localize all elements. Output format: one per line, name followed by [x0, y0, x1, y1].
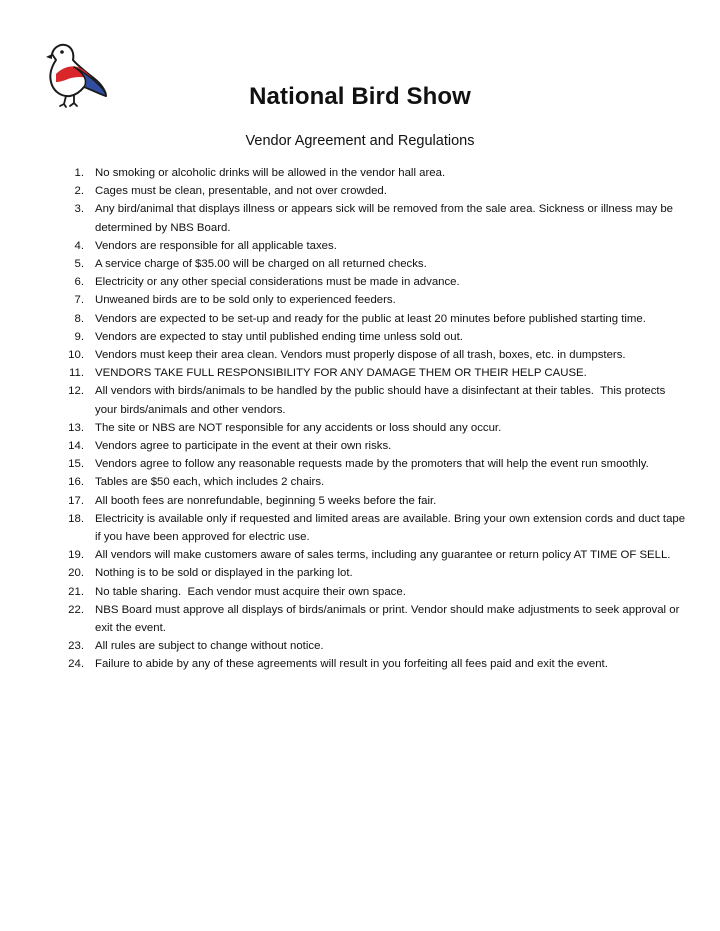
rule-item — [58, 364, 688, 382]
rule-item — [58, 273, 688, 291]
rule-number: 22. — [68, 603, 84, 616]
rule-number: 18. — [68, 512, 84, 525]
rule-text: No smoking or alcoholic drinks will be allowed in the vendor hall area. — [95, 167, 446, 179]
rule-number: 14. — [68, 440, 84, 453]
rule-number: 1. — [74, 167, 84, 179]
rule-text: Nothing is to be sold or displayed in the parking lot. — [95, 567, 353, 580]
rule-number: 20. — [68, 567, 84, 580]
rule-item — [58, 455, 688, 473]
rule-text: Vendors are expected to stay until published ending time unless sold out. — [95, 330, 463, 343]
rule-item — [58, 291, 688, 309]
rule-text: All vendors will make customers aware of sales terms, including any guarantee or return policy AT TIME OF SELL. — [95, 549, 671, 562]
rule-item — [58, 328, 688, 346]
rule-text: Unweaned birds are to be sold only to experienced feeders. — [95, 294, 396, 307]
rule-number: 3. — [74, 203, 84, 216]
rule-text: Vendors agree to participate in the event at their own risks. — [95, 440, 392, 453]
rule-item — [58, 601, 688, 637]
rule-text: Vendors agree to follow any reasonable requests made by the promoters that will help the event run smoothly. — [95, 458, 649, 471]
rule-item — [58, 255, 688, 273]
rules-list — [58, 164, 688, 674]
rule-item — [58, 473, 688, 491]
rule-item — [58, 382, 688, 418]
rule-text: All booth fees are nonrefundable, beginning 5 weeks before the fair. — [95, 494, 437, 507]
page-subtitle: Vendor Agreement and Regulations — [245, 133, 475, 149]
rule-text: No table sharing. Each vendor must acquire their own space. — [95, 585, 406, 598]
rule-text: The site or NBS are NOT responsible for any accidents or loss should any occur. — [95, 421, 502, 434]
rule-number: 4. — [74, 239, 84, 252]
rule-number: 13. — [68, 421, 84, 434]
rule-number: 10. — [68, 349, 84, 362]
rule-item — [58, 310, 688, 328]
rule-number: 21. — [68, 585, 84, 598]
rule-number: 8. — [74, 312, 84, 325]
rule-item — [58, 419, 688, 437]
rule-number: 2. — [74, 185, 84, 198]
rule-number: 24. — [68, 658, 84, 671]
rule-text: All rules are subject to change without notice. — [95, 640, 324, 653]
rule-number: 9. — [74, 330, 84, 343]
rule-number: 15. — [68, 458, 84, 471]
rule-number: 6. — [74, 276, 84, 289]
rule-item — [58, 182, 688, 200]
rule-item — [58, 655, 688, 673]
rule-item — [58, 437, 688, 455]
rule-text: Vendors are responsible for all applicable taxes. — [95, 239, 337, 252]
rule-number: 11. — [69, 367, 84, 380]
rule-number: 5. — [74, 258, 84, 271]
rule-item — [58, 164, 688, 182]
rule-text: NBS Board must approve all displays of birds/animals or print. Vendor should make adjustments to seek approval or exit the event. — [95, 603, 683, 635]
rule-number: 17. — [68, 494, 84, 507]
page-title: National Bird Show — [249, 83, 471, 110]
rule-text: Failure to abide by any of these agreements will result in you forfeiting all fees paid and exit the event. — [95, 658, 608, 671]
rule-number: 12. — [68, 385, 84, 398]
rule-item — [58, 237, 688, 255]
rule-text: Electricity is available only if requested and limited areas are available. Bring your own extension cords and duct tape if you have been approved for electric use. — [95, 512, 689, 544]
rule-number: 16. — [68, 476, 84, 489]
rule-text: Vendors are expected to be set-up and ready for the public at least 20 minutes before published starting time. — [95, 312, 646, 325]
rule-text: Electricity or any other special considerations must be made in advance. — [95, 276, 460, 289]
rule-text: All vendors with birds/animals to be handled by the public should have a disinfectant at their tables. This protects your birds/animals and other vendors. — [95, 385, 669, 416]
rule-item — [58, 637, 688, 655]
rule-text: VENDORS TAKE FULL RESPONSIBILITY FOR ANY DAMAGE THEM OR THEIR HELP CAUSE. — [95, 367, 587, 380]
rule-text: Any bird/animal that displays illness or appears sick will be removed from the sale area. Sickness or illness may be determined by NBS Board. — [95, 203, 677, 234]
rule-item — [58, 546, 688, 564]
rule-item — [58, 200, 688, 236]
rule-number: 19. — [68, 549, 84, 562]
rule-item — [58, 564, 688, 582]
rule-number: 23. — [68, 640, 84, 653]
rule-number: 7. — [74, 294, 84, 307]
rule-item — [58, 583, 688, 601]
rule-text: Cages must be clean, presentable, and not over crowded. — [95, 185, 387, 198]
rule-item — [58, 492, 688, 510]
rule-item — [58, 510, 688, 546]
rule-item — [58, 346, 688, 364]
rule-text: Vendors must keep their area clean. Vendors must properly dispose of all trash, boxes, etc. in dumpsters. — [95, 349, 626, 362]
rule-text: Tables are $50 each, which includes 2 chairs. — [95, 476, 325, 489]
rule-text: A service charge of $35.00 will be charged on all returned checks. — [95, 258, 427, 271]
